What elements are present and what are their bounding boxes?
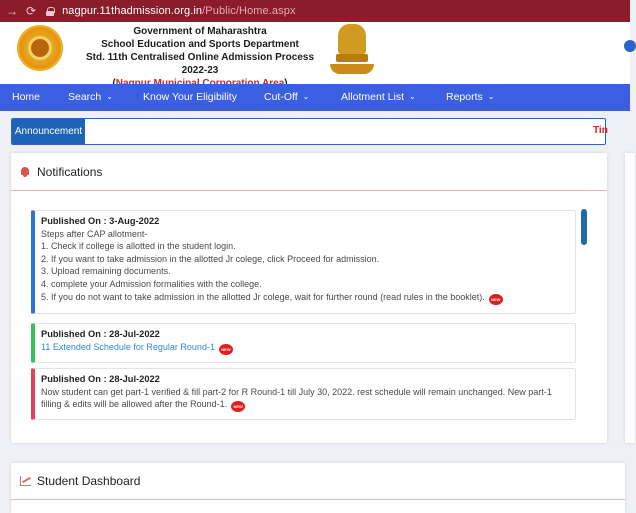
india-emblem-logo: [330, 24, 374, 80]
chart-icon: [20, 476, 31, 486]
notice-line: Steps after CAP allotment-: [41, 228, 148, 239]
chevron-down-icon: ⌄: [302, 92, 310, 101]
chevron-down-icon: ⌄: [106, 92, 113, 101]
extended-schedule-link[interactable]: 11 Extended Schedule for Regular Round-1: [41, 341, 215, 352]
side-panel-edge: [625, 153, 635, 443]
back-arrow-icon[interactable]: →: [6, 4, 18, 18]
new-badge-icon: NEW: [489, 294, 503, 305]
new-badge-icon: NEW: [219, 344, 233, 355]
maharashtra-seal-logo: [17, 25, 63, 71]
new-badge-icon: NEW: [231, 401, 245, 412]
divider: [11, 190, 607, 191]
nav-search-label: Search: [68, 91, 102, 103]
notice-link-row: [41, 341, 569, 355]
notice-text-body: Now student can get part-1 verified & fill part-2 for R Round-1 till July 30, 2022. rest schedule will remain unchanged. New part-1 filling & edits will be allowed after the Round-1.: [41, 386, 552, 410]
url-path: /Public/Home.aspx: [202, 5, 296, 17]
announcement-ticker[interactable]: Tin: [593, 125, 608, 136]
published-date: Published On : 3-Aug-2022: [41, 216, 160, 226]
url-host: nagpur.11thadmission.org.in: [62, 5, 203, 17]
nav-allotment-list[interactable]: [341, 91, 416, 103]
nav-allotment-label: Allotment List: [341, 91, 405, 103]
notification-item: [31, 210, 576, 314]
announcement-bar: [11, 118, 606, 145]
notifications-panel: [11, 153, 607, 443]
nav-search[interactable]: [68, 91, 113, 103]
header-edge-icon[interactable]: [624, 40, 636, 52]
published-date: Published On : 28-Jul-2022: [41, 329, 160, 339]
notification-item: [31, 368, 576, 420]
scrollbar-thumb[interactable]: [581, 209, 587, 245]
nav-eligibility[interactable]: [143, 91, 237, 103]
header-government: Government of Maharashtra: [133, 26, 267, 37]
site-header: [0, 22, 630, 84]
header-process: Std. 11th Centralised Online Admission Process 2022-23: [85, 52, 315, 76]
nav-cutoff-label: Cut-Off: [264, 91, 298, 103]
chevron-down-icon: ⌄: [409, 92, 416, 101]
nav-home[interactable]: [12, 91, 40, 103]
notice-text: [41, 386, 569, 413]
header-title-block: [75, 25, 325, 90]
notice-line: 1. Check if college is allotted in the student login.: [41, 241, 236, 252]
divider: [11, 499, 625, 500]
notice-line: 2. If you want to take admission in the allotted Jr colege, click Proceed for admission.: [41, 253, 380, 264]
notice-line-text: 5. If you do not want to take admission in the allotted Jr colege, wait for further round (read rules in the booklet).: [41, 291, 485, 302]
notice-line: 3. Upload remaining documents.: [41, 266, 171, 277]
nav-cutoff[interactable]: [264, 91, 309, 103]
nav-eligibility-label: Know Your Eligibility: [143, 91, 237, 103]
nav-reports-label: Reports: [446, 91, 483, 103]
address-bar[interactable]: [62, 5, 296, 17]
student-dashboard-panel: [11, 463, 625, 513]
lock-icon[interactable]: [46, 7, 54, 16]
header-department: School Education and Sports Department: [101, 39, 299, 50]
browser-toolbar: [0, 0, 630, 22]
bell-icon: [20, 167, 30, 177]
notifications-title: Notifications: [37, 165, 103, 179]
notice-line: 4. complete your Admission formalities with the college.: [41, 278, 262, 289]
notification-item: [31, 323, 576, 363]
nav-home-label: Home: [12, 91, 41, 103]
notice-line: [41, 291, 569, 305]
published-date: Published On : 28-Jul-2022: [41, 374, 160, 384]
dashboard-title: Student Dashboard: [37, 474, 141, 488]
chevron-down-icon: ⌄: [487, 92, 495, 101]
main-navbar: [0, 84, 630, 111]
announcement-label: Announcement: [12, 119, 85, 144]
nav-reports[interactable]: [446, 91, 494, 103]
reload-icon[interactable]: ⟳: [26, 4, 37, 18]
